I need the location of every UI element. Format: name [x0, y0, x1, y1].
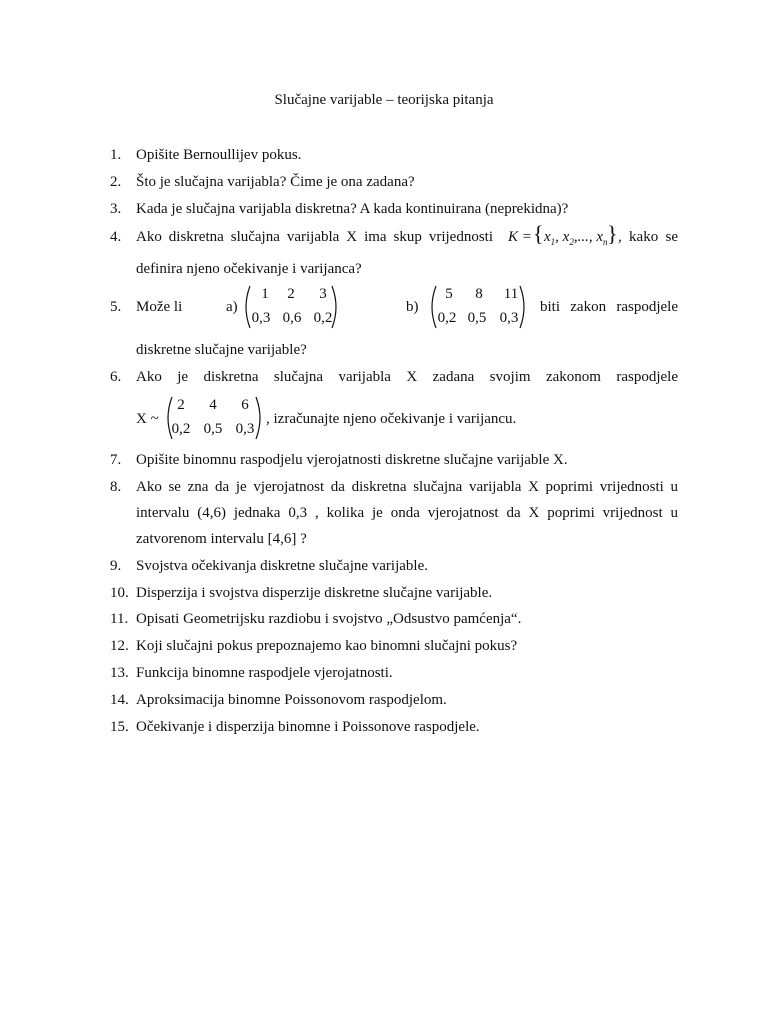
question-text: Aproksimacija binomne Poissonovom raspodjelom.	[136, 692, 447, 708]
matrix-cell: 2	[177, 397, 185, 413]
question-text: zatvorenom intervalu [4,6] ?	[136, 531, 307, 547]
question-number: 5.	[110, 299, 122, 315]
matrix-cell: 8	[475, 286, 483, 302]
matrix-cell: 0,5	[203, 421, 223, 437]
question-number: 13.	[110, 665, 129, 681]
matrix-cell: 0,3	[499, 310, 519, 326]
matrix-cell: 2	[287, 286, 295, 302]
right-brace: }	[607, 221, 618, 246]
question-number: 15.	[110, 719, 129, 735]
matrix-cell: 0,5	[467, 310, 487, 326]
question-number: 4.	[110, 229, 122, 245]
question-number: 14.	[110, 692, 129, 708]
question-text: Opišite Bernoullijev pokus.	[136, 147, 302, 163]
matrix-cell: 0,2	[171, 421, 191, 437]
matrix-cell: 0,3	[251, 310, 271, 326]
x-label: X ~	[136, 411, 159, 427]
question-number: 6.	[110, 369, 122, 385]
question-text: Ako se zna da je vjerojatnost da diskretna slučajna varijabla X poprimi vrijednosti u	[136, 479, 678, 495]
question-text: diskretne slučajne varijable?	[136, 342, 307, 358]
question-text: definira njeno očekivanje i varijanca?	[136, 261, 362, 277]
question-text: , izračunajte njeno očekivanje i varijancu.	[266, 411, 517, 427]
question-number: 3.	[110, 201, 122, 217]
question-text: Svojstva očekivanja diskretne slučajne varijable.	[136, 558, 428, 574]
question-number: 11.	[110, 611, 129, 627]
question-text: Disperzija i svojstva disperzije diskretne slučajne varijable.	[136, 585, 493, 601]
question-text: Kada je slučajna varijabla diskretna? A kada kontinuirana (neprekidna)?	[136, 201, 569, 217]
question-number: 1.	[110, 147, 122, 163]
matrix-cell: 0,2	[313, 310, 333, 326]
question-text: intervalu (4,6) jednaka 0,3 , kolika je onda vjerojatnost da X poprimi vrijednost u	[136, 505, 678, 521]
left-brace: {	[533, 221, 544, 246]
question-number: 10.	[110, 585, 129, 601]
matrix-x	[164, 395, 264, 441]
matrix-cell: 0,6	[282, 310, 302, 326]
matrix-cell: 1	[261, 286, 269, 302]
question-text: Ako diskretna slučajna varijabla X ima skup vrijednosti	[136, 229, 493, 245]
question-text: Funkcija binomne raspodjele vjerojatnosti.	[136, 665, 393, 681]
page-title: Slučajne varijable – teorijska pitanja	[274, 92, 494, 108]
question-number: 2.	[110, 174, 122, 190]
question-number: 8.	[110, 479, 122, 495]
matrix-cell: 0,2	[437, 310, 457, 326]
question-number: 9.	[110, 558, 122, 574]
option-b-label: b)	[406, 299, 419, 315]
question-text-end: biti zakon raspodjele	[540, 299, 678, 315]
set-content: $x_1$, $x_2$,..., $x_n$	[544, 229, 608, 247]
option-a-label: a)	[226, 299, 238, 315]
question-text: Koji slučajni pokus prepoznajemo kao binomni slučajni pokus?	[136, 638, 518, 654]
matrix-cell: 0,3	[235, 421, 255, 437]
question-text: Opišite binomnu raspodjelu vjerojatnosti diskretne slučajne varijable X.	[136, 452, 568, 468]
matrix-b	[428, 284, 528, 330]
question-text: Očekivanje i disperzija binomne i Poissonove raspodjele.	[136, 719, 480, 735]
question-text-tail: , kako se	[618, 229, 678, 245]
matrix-cell: 6	[241, 397, 249, 413]
question-text: Može li	[136, 299, 183, 315]
question-text: Što je slučajna varijabla? Čime je ona zadana?	[136, 174, 415, 190]
matrix-cell: 11	[503, 286, 519, 302]
question-number: 7.	[110, 452, 122, 468]
matrix-cell: 3	[319, 286, 327, 302]
matrix-cell: 4	[209, 397, 217, 413]
set-label: K =	[508, 229, 532, 245]
question-text: Ako je diskretna slučajna varijabla X zadana svojim zakonom raspodjele	[136, 369, 678, 385]
question-number: 12.	[110, 638, 129, 654]
matrix-a	[242, 284, 342, 330]
question-text: Opisati Geometrijsku razdiobu i svojstvo „Odsustvo pamćenja“.	[136, 611, 522, 627]
matrix-cell: 5	[445, 286, 453, 302]
